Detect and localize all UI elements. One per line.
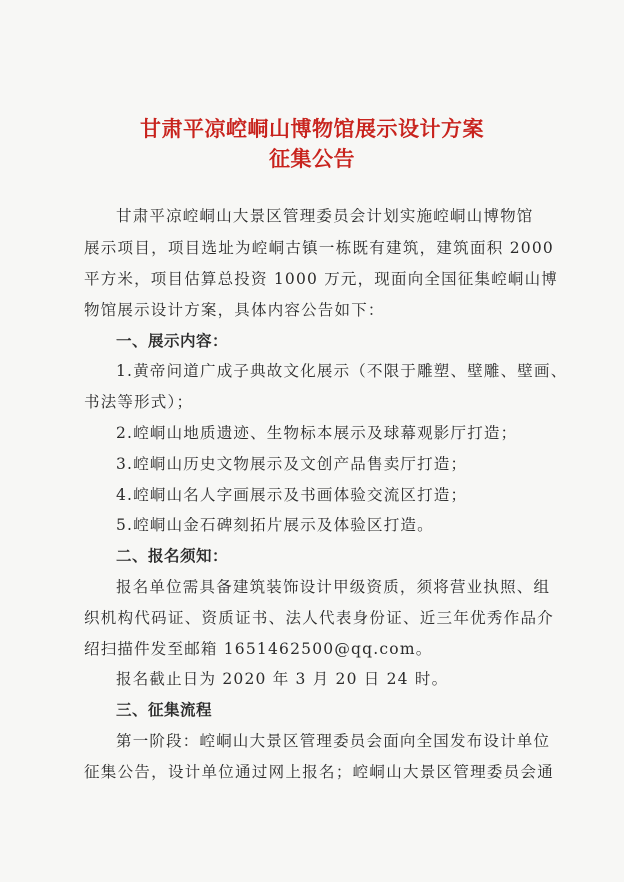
section3-para-line2: 征集公告，设计单位通过网上报名；崆峒山大景区管理委员会通 xyxy=(84,763,554,781)
section2-para-line1: 报名单位需具备建筑装饰设计甲级资质，须将营业执照、组 xyxy=(116,578,551,596)
intro-line-3: 平方米，项目估算总投资 1000 万元，现面向全国征集崆峒山博 xyxy=(84,270,559,288)
section2-deadline: 报名截止日为 2020 年 3 月 20 日 24 时。 xyxy=(116,670,449,688)
section3-para-line1: 第一阶段：崆峒山大景区管理委员会面向全国发布设计单位 xyxy=(116,732,551,750)
section1-item3: 3.崆峒山历史文物展示及文创产品售卖厅打造； xyxy=(116,455,468,473)
section1-item1-line2: 书法等形式）； xyxy=(84,393,194,411)
document-title-line1: 甘肃平凉崆峒山博物馆展示设计方案 xyxy=(140,116,484,141)
intro-line-4: 物馆展示设计方案，具体内容公告如下： xyxy=(84,301,385,319)
section1-item5: 5.崆峒山金石碑刻拓片展示及体验区打造。 xyxy=(116,516,434,534)
section1-item1-line1: 1.黄帝问道广成子典故文化展示（不限于雕塑、壁雕、壁画、 xyxy=(116,362,568,380)
intro-line-2: 展示项目，项目选址为崆峒古镇一栋既有建筑，建筑面积 2000 xyxy=(84,239,554,257)
section1-item4: 4.崆峒山名人字画展示及书画体验交流区打造； xyxy=(116,486,468,504)
section2-heading: 二、报名须知： xyxy=(116,547,229,565)
section3-heading: 三、征集流程 xyxy=(116,701,213,719)
section2-para-line3: 绍扫描件发至邮箱 1651462500@qq.com。 xyxy=(84,640,433,658)
section1-heading: 一、展示内容： xyxy=(116,332,229,350)
document-title-line2: 征集公告 xyxy=(269,146,355,171)
section2-para-line2: 织机构代码证、资质证书、法人代表身份证、近三年优秀作品介 xyxy=(84,609,554,627)
intro-line-1: 甘肃平凉崆峒山大景区管理委员会计划实施崆峒山博物馆 xyxy=(116,207,534,225)
section1-item2: 2.崆峒山地质遗迹、生物标本展示及球幕观影厅打造； xyxy=(116,424,518,442)
